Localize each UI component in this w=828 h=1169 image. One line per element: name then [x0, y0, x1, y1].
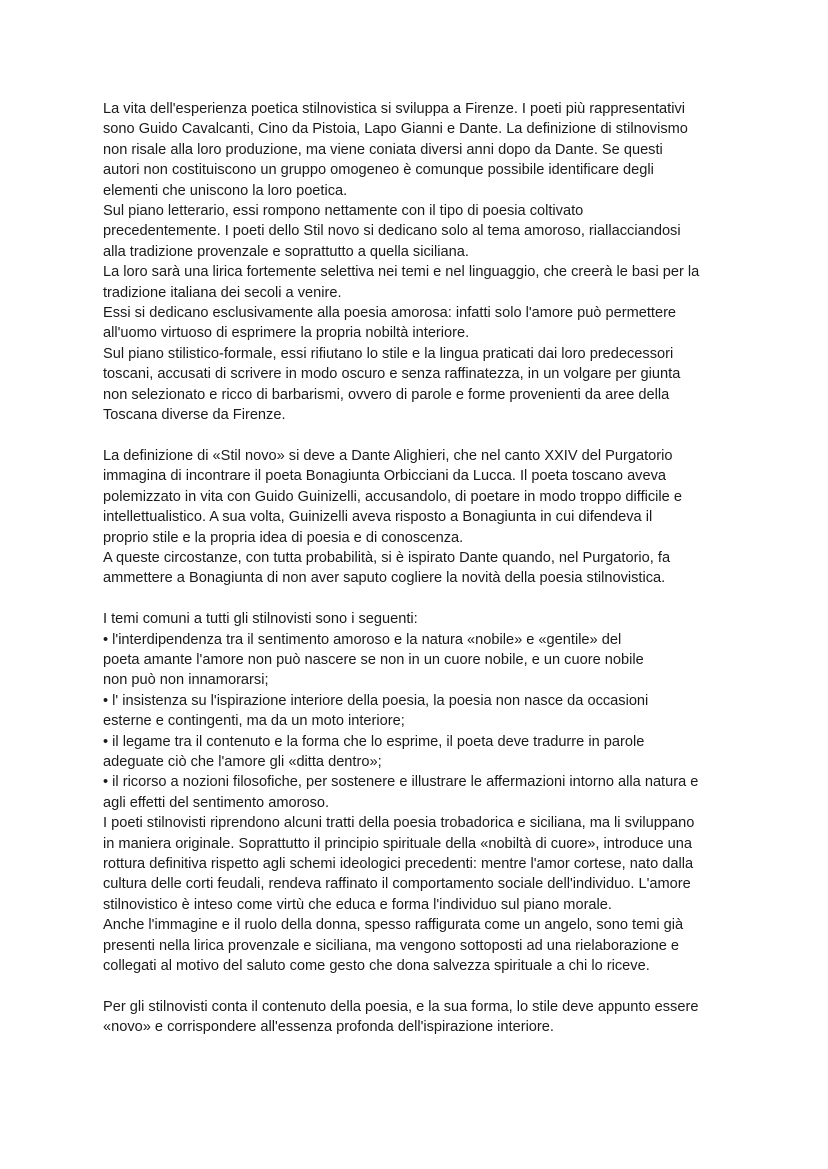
text-line: Toscana diverse da Firenze.: [103, 407, 286, 424]
text-line: non selezionato e ricco di barbarismi, ovvero di parole e forme provenienti da aree della: [103, 386, 670, 403]
text-line: intellettualistico. A sua volta, Guinizelli aveva risposto a Bonagiunta in cui difendeva il: [103, 509, 653, 526]
text-line: presenti nella lirica provenzale e siciliana, ma vengono sottoposti ad una rielaborazione e: [103, 937, 679, 954]
text-line: A queste circostanze, con tutta probabilità, si è ispirato Dante quando, nel Purgatorio, fa: [103, 549, 671, 566]
text-line: Sul piano letterario, essi rompono nettamente con il tipo di poesia coltivato: [103, 203, 584, 220]
paragraph-spacer: [103, 976, 729, 996]
text-line: poeta amante l'amore non può nascere se non in un cuore nobile, e un cuore nobile: [103, 651, 644, 668]
text-line: agli effetti del sentimento amoroso.: [103, 794, 330, 811]
text-line: all'uomo virtuoso di esprimere la propria nobiltà interiore.: [103, 325, 470, 342]
text-line: stilnovistico è inteso come virtù che educa e forma l'individuo sul piano morale.: [103, 896, 612, 913]
paragraph-spacer: [103, 426, 729, 446]
paragraph-conclusion: [103, 997, 729, 1038]
paragraph-common-themes: [103, 609, 729, 976]
text-line: La definizione di «Stil novo» si deve a Dante Alighieri, che nel canto XXIV del Purgatorio: [103, 447, 673, 464]
text-line: alla tradizione provenzale e soprattutto a quella siciliana.: [103, 243, 469, 260]
text-line: rottura definitiva rispetto agli schemi ideologici precedenti: mentre l'amor cortese, nato dalla: [103, 856, 694, 872]
text-line: elementi che uniscono la loro poetica.: [103, 182, 348, 199]
text-line: esterne e contingenti, ma da un moto interiore;: [103, 713, 405, 730]
text-line: adeguate ciò che l'amore gli «ditta dentro»;: [103, 753, 382, 770]
text-line: non può non innamorarsi;: [103, 672, 269, 689]
text-line: La loro sarà una lirica fortemente selettiva nei temi e nel linguaggio, che creerà le basi per la: [103, 264, 700, 281]
text-line: La vita dell'esperienza poetica stilnovistica si sviluppa a Firenze. I poeti più rappresentativi: [103, 101, 685, 117]
text-line: proprio stile e la propria idea di poesia e di conoscenza.: [103, 529, 464, 546]
text-line: Anche l'immagine e il ruolo della donna, spesso raffigurata come un angelo, sono temi già: [103, 917, 684, 934]
text-line: cultura delle corti feudali, rendeva raffinato il comportamento sociale dell'individuo. L'amore: [103, 876, 691, 893]
text-line: autori non costituiscono un gruppo omogeneo è comunque possibile identificare degli: [103, 162, 654, 179]
text-line: ammettere a Bonagiunta di non aver saputo cogliere la novità della poesia stilnovistica.: [103, 570, 666, 587]
paragraph-spacer: [103, 589, 729, 609]
text-line: sono Guido Cavalcanti, Cino da Pistoia, Lapo Gianni e Dante. La definizione di stilnovismo: [103, 121, 688, 138]
text-line: polemizzato in vita con Guido Guinizelli, accusandolo, di poetare in modo troppo difficile e: [103, 488, 682, 505]
bullet-line: • il legame tra il contenuto e la forma che lo esprime, il poeta deve tradurre in parole: [103, 733, 645, 750]
text-line: toscani, accusati di scrivere in modo oscuro e senza raffinatezza, in un volgare per giunta: [103, 366, 681, 383]
text-line: Per gli stilnovisti conta il contenuto della poesia, e la sua forma, lo stile deve appunto essere: [103, 998, 699, 1015]
text-line: I poeti stilnovisti riprendono alcuni tratti della poesia trobadorica e siciliana, ma li sviluppano: [103, 815, 695, 832]
text-line: I temi comuni a tutti gli stilnovisti sono i seguenti:: [103, 611, 418, 628]
text-line: immagina di incontrare il poeta Bonagiunta Orbicciani da Lucca. Il poeta toscano aveva: [103, 468, 667, 485]
text-line: Essi si dedicano esclusivamente alla poesia amorosa: infatti solo l'amore può permettere: [103, 305, 677, 322]
text-line: «novo» e corrispondere all'essenza profonda dell'ispirazione interiore.: [103, 1019, 554, 1036]
document-body: [103, 99, 729, 1038]
bullet-line: • l'interdipendenza tra il sentimento amoroso e la natura «nobile» e «gentile» del: [103, 631, 622, 648]
text-line: tradizione italiana dei secoli a venire.: [103, 284, 342, 301]
text-line: Sul piano stilistico-formale, essi rifiutano lo stile e la lingua praticati dai loro predecessori: [103, 345, 674, 362]
paragraph-stil-novo-definition: [103, 446, 729, 589]
text-line: non risale alla loro produzione, ma viene coniata diversi anni dopo da Dante. Se questi: [103, 141, 663, 158]
bullet-line: • il ricorso a nozioni filosofiche, per sostenere e illustrare le affermazioni intorno alla natura e: [103, 774, 699, 791]
text-line: collegati al motivo del saluto come gesto che dona salvezza spirituale a chi lo riceve.: [103, 958, 650, 975]
bullet-line: • l' insistenza su l'ispirazione interiore della poesia, la poesia non nasce da occasioni: [103, 692, 649, 709]
paragraph-intro: [103, 99, 729, 426]
text-line: in maniera originale. Soprattutto il principio spirituale della «nobiltà di cuore», introduce una: [103, 835, 692, 852]
text-line: precedentemente. I poeti dello Stil novo si dedicano solo al tema amoroso, riallacciandosi: [103, 223, 681, 240]
